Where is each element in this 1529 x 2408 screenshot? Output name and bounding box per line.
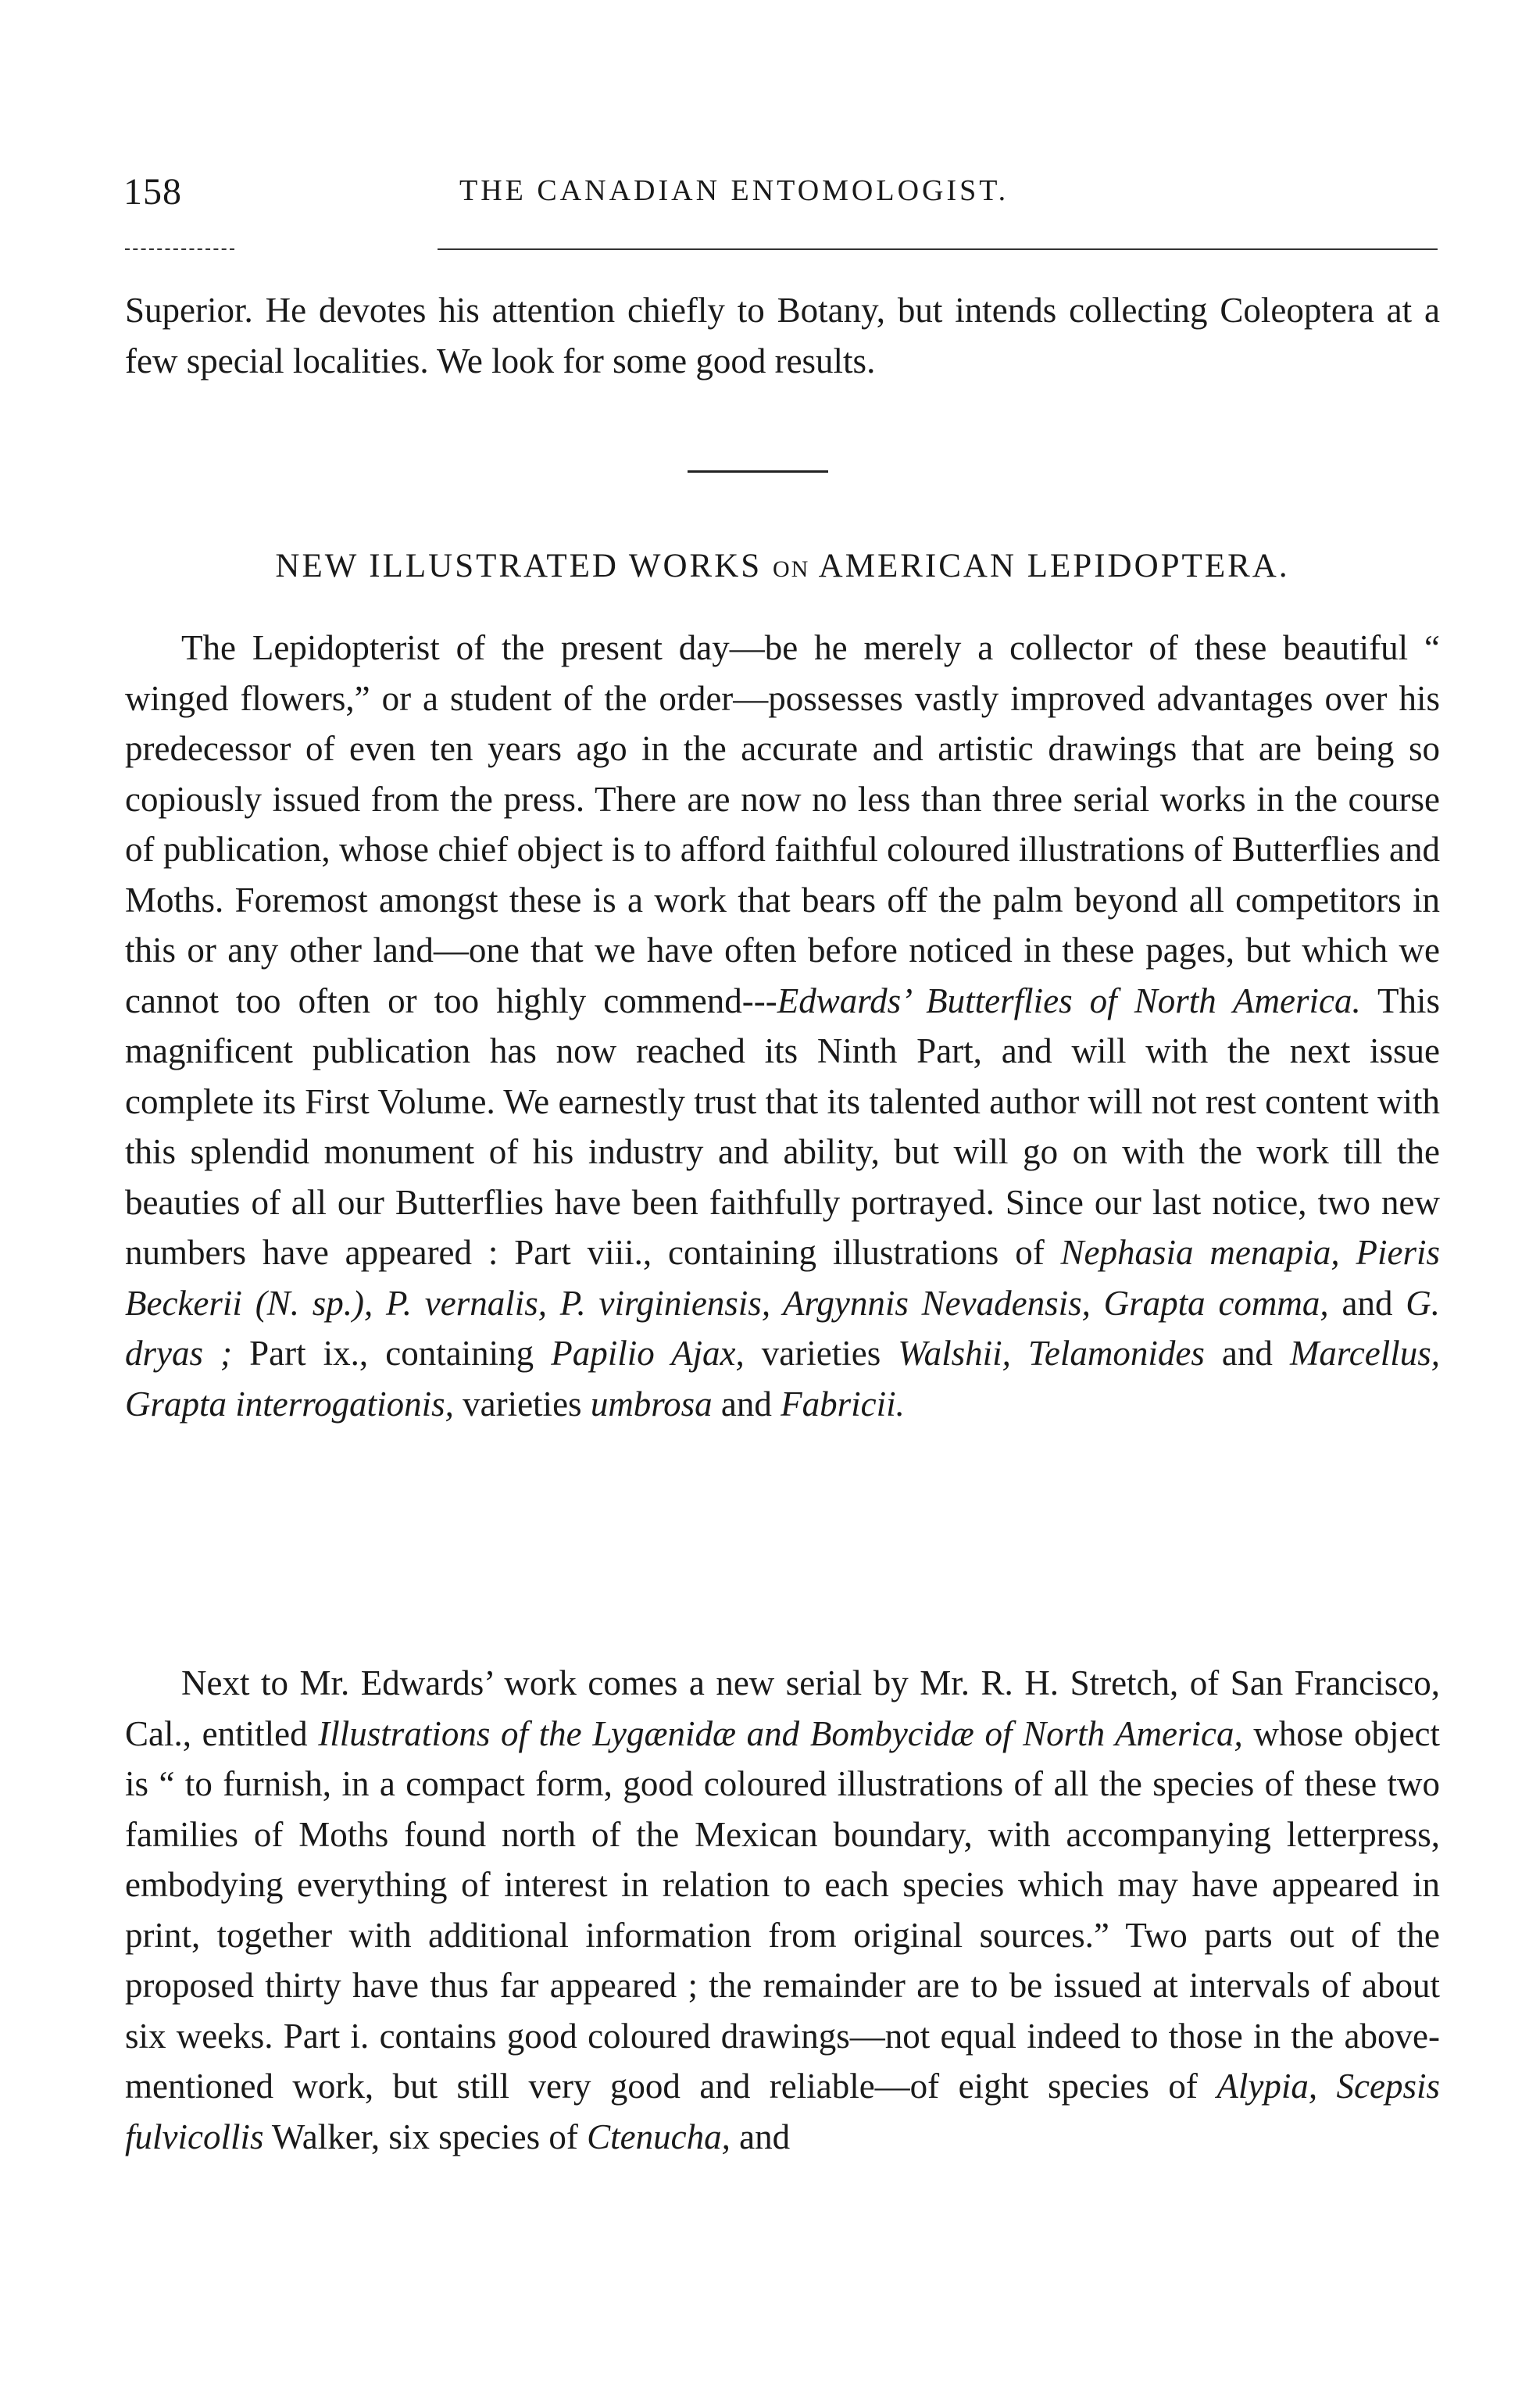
italic-species: Fabricii. (781, 1384, 905, 1424)
italic-species: Walshii, Telamonides (898, 1334, 1205, 1373)
italic-species: G. dryas ; (125, 1283, 1440, 1373)
paragraph-text (125, 623, 1440, 1429)
section-heading-part-2: ON (772, 556, 810, 582)
paragraph-text (125, 1658, 1440, 2162)
italic-species: Papilio Ajax, (551, 1334, 745, 1373)
italic-species: umbrosa (590, 1384, 713, 1424)
italic-species: Marcellus, Grapta interrogationis, (125, 1334, 1440, 1424)
italic-title: Illustrations of the Lygænidæ and Bombycidæ of North America, (318, 1713, 1243, 1753)
text-run: whose object is “ to furnish, in a compact form, good coloured illustrations of all the species of these two families of Moths found north of the Mexican boundary, with accompanying letterpress, embodying everything of interest in relation to each species which may have appeared in print, together with additional information from original sources.” Two parts out of the proposed thirty have thus far appeared ; the remainder are to be issued at intervals of about six weeks. Part i. contains good coloured drawings—not equal indeed to those in the above-mentioned work, but still very good and reliable—of eight species of (125, 1713, 1440, 2106)
italic-species: Ctenucha, (587, 2117, 731, 2156)
text-run: This magnificent publication has now reached its Ninth Part, and will with the next issue complete its First Volume. We earnestly trust that its talented author will not rest content with this splendid monument of his industry and ability, but will go on with the work till the beauties of all our Butterflies have been faithfully portrayed. Since our last notice, two new numbers have appeared : Part viii., containing illustrations of (125, 981, 1440, 1272)
text-run: varieties (744, 1334, 898, 1373)
text-run: varieties (453, 1384, 591, 1424)
italic-species: Alypia, Scepsis fulvicollis (125, 2067, 1440, 2156)
running-head (123, 170, 1436, 217)
body-paragraph-1 (125, 623, 1440, 1429)
header-rule (438, 248, 1438, 250)
section-divider (688, 470, 828, 473)
section-heading-part-1: NEW ILLUSTRATED WORKS (275, 548, 763, 584)
italic-species: Nephasia menapia, Pieris Beckerii (N. sp.), P. vernalis, P. virginiensis, Argynnis Nevadensis, Grapta comma, (125, 1233, 1440, 1323)
page-number: 158 (123, 171, 182, 213)
body-paragraph-2 (125, 1658, 1440, 2162)
section-heading-part-3: AMERICAN LEPIDOPTERA. (818, 548, 1290, 584)
text-run: Part ix., containing (232, 1334, 552, 1373)
text-run: and (730, 2117, 791, 2156)
header-rule-left (125, 248, 234, 250)
text-run: and (1204, 1334, 1290, 1373)
journal-title: THE CANADIAN ENTOMOLOGIST. (459, 174, 1009, 207)
text-run: and (712, 1384, 781, 1424)
text-run: Walker, six species of (263, 2117, 588, 2156)
section-heading (125, 547, 1440, 585)
intro-text: Superior. He devotes his attention chiefly to Botany, but intends collecting Coleoptera at a few special localities. We look for some good results. (125, 291, 1440, 380)
text-run: and (1328, 1283, 1406, 1323)
intro-paragraph (125, 285, 1440, 386)
text-run: The Lepidopterist of the present day—be he merely a collector of these beautiful “ winged flowers,” or a student of the order—possesses vastly improved advantages over his predecessor of even ten years ago in the accurate and artistic drawings that are being so copiously issued from the press. There are now no less than three serial works in the course of publication, whose chief object is to afford faithful coloured illustrations of Butterflies and Moths. Foremost amongst these is a work that bears off the palm beyond all competitors in this or any other land—one that we have often before noticed in these pages, but which we cannot too often or too highly commend--- (125, 628, 1440, 1020)
italic-title: Edwards’ Butterflies of North America. (777, 981, 1361, 1020)
text-run: Next to Mr. Edwards’ work comes a new serial by Mr. R. H. Stretch, of San Francisco, Cal., entitled (125, 1663, 1440, 1753)
